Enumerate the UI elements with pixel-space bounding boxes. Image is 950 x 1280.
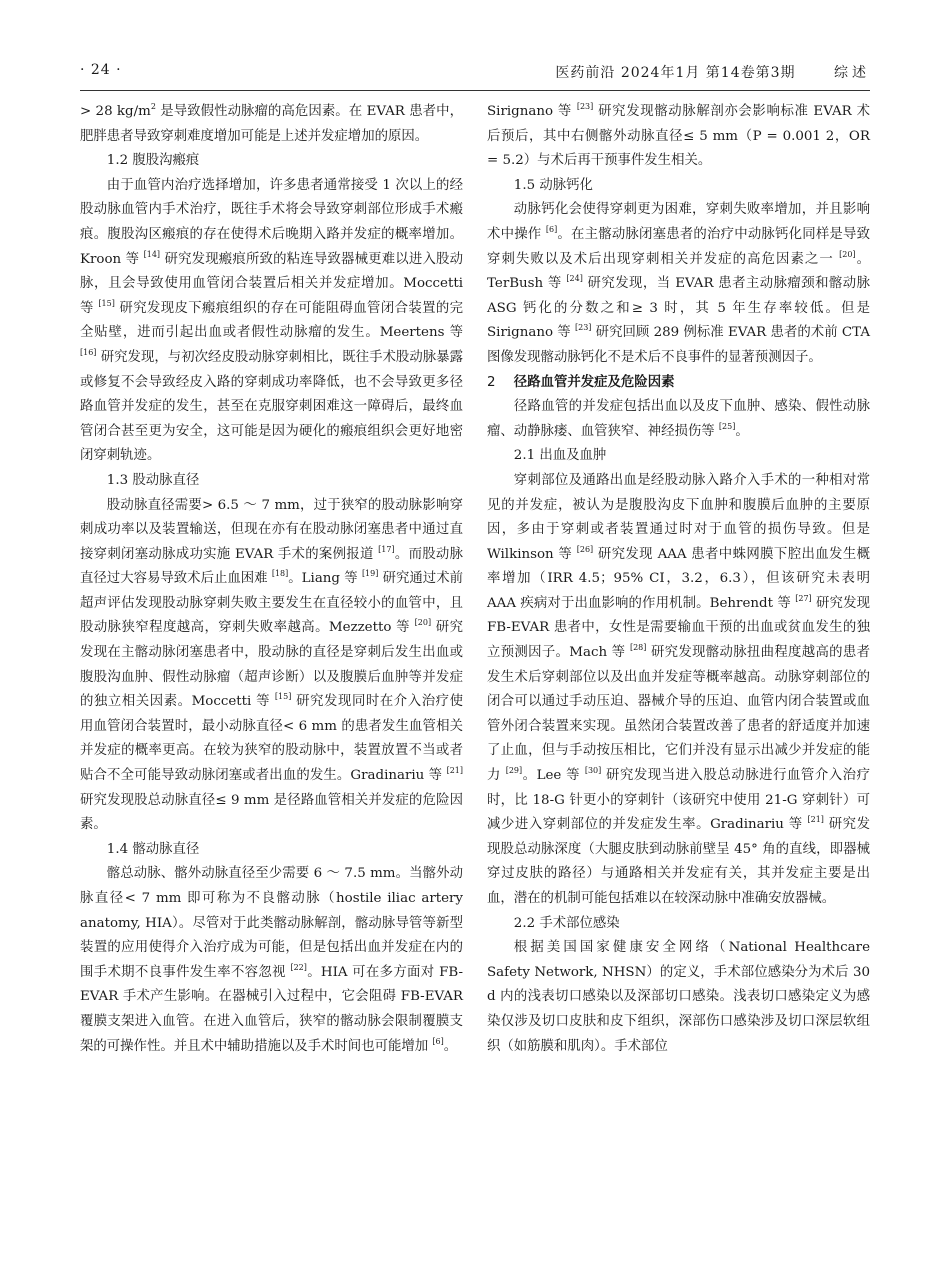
citation-ref: [24] (566, 274, 583, 284)
paragraph: 髂总动脉、髂外动脉直径至少需要 6 ～ 7.5 mm。当髂外动脉直径< 7 mm 即可称为不良髂动脉（hostile iliac artery anatomy, HIA）。尽管对于此类髂动脉解剖，髂动脉导管等新型装置的应用使得介入治疗成为可能，但是包括出血并发症在内的围手术期不良事件发生率不容忽视 [22]。HIA 可在多方面对 FB-EVAR 手术产生影响。在器械引入过程中，它会阻碍 FB-EVAR 覆膜支架进入血管。在进入血管后，狭窄的髂动脉会限制覆膜支架的可操作性。并且术中辅助措施以及手术时间也可能增加 [6]。 (80, 866, 463, 1054)
citation-ref: [26] (576, 544, 594, 554)
page-number: · 24 · (80, 62, 122, 78)
citation-ref: [20] (839, 249, 856, 259)
left-column (80, 100, 463, 1059)
subsection-heading: 2.2 手术部位感染 (513, 915, 620, 931)
citation-ref: [23] (574, 323, 592, 333)
section-label: 综述 (834, 65, 870, 81)
subsection-heading: 1.2 腹股沟瘢痕 (106, 153, 200, 169)
journal-info (555, 62, 870, 82)
citation-ref: [17] (378, 544, 395, 554)
journal-title: 医药前沿 2024年1月 第14卷第3期 (555, 65, 796, 81)
section-heading (487, 371, 870, 396)
header-rule (80, 90, 870, 91)
citation-ref: [6] (545, 224, 558, 234)
citation-ref: [22] (290, 962, 307, 972)
right-column (487, 100, 870, 1059)
citation-ref: [23] (576, 102, 594, 111)
paragraph: 径路血管的并发症包括出血以及皮下血肿、感染、假性动脉瘤、动静脉瘘、血管狭窄、神经损伤等 [25]。 (487, 399, 870, 439)
running-header (80, 62, 870, 86)
citation-ref: [16] (80, 347, 97, 357)
subsection-heading: 1.4 髂动脉直径 (106, 841, 200, 857)
citation-ref: [19] (361, 569, 379, 579)
paragraph: Sirignano 等 [23] 研究发现髂动脉解剖亦会影响标准 EVAR 术后预后，其中右侧髂外动脉直径≤ 5 mm（P = 0.001 2，OR = 5.2）与术后再干预事件发生相关。 (487, 102, 870, 169)
paragraph: 穿刺部位及通路出血是经股动脉入路介入手术的一种相对常见的并发症，被认为是腹股沟皮下血肿和腹膜后血肿的主要原因，多由于穿刺或者装置通过时对于血管的损伤导致。但是 Wilkinson 等 [26] 研究发现 AAA 患者中蛛网膜下腔出血发生概率增加（IRR 4.5；95% CI，3.2，6.3），但该研究未表明 AAA 疾病对于出血影响的作用机制。Behrendt 等 [27] 研究发现 FB-EVAR 患者中，女性是需要输血干预的出血或贫血发生的独立预测因子。Mach 等 [28] 研究发现髂动脉扭曲程度越高的患者发生术后穿刺部位以及出血并发症等概率越高。动脉穿刺部位的闭合可以通过手动压迫、器械介导的压迫、血管内闭合装置或血管外闭合装置来实现。虽然闭合装置改善了患者的舒适度并加速了止血，但与手动按压相比，它们并没有显示出减少并发症的能力 [29]。Lee 等 [30] 研究发现当进入股总动脉进行血管介入治疗时，比 18-G 针更小的穿刺针（该研究中使用 21-G 穿刺针）可减少进入穿刺部位的并发症发生率。Gradinariu 等 [21] 研究发现股总动脉深度（大腿皮肤到动脉前壁呈 45° 角的直线，即器械穿过皮肤的路径）与通路相关并发症有关，其并发症主要是出血，潜在的机制可能包括难以在较深动脉中准确安放器械。 (487, 472, 870, 906)
citation-ref: [6] (432, 1036, 444, 1046)
subsection-heading: 1.5 动脉钙化 (513, 177, 593, 193)
citation-ref: [21] (807, 815, 824, 825)
paragraph: 根据美国国家健康安全网络（National Healthcare Safety Network, NHSN）的定义，手术部位感染分为术后 30 d 内的浅表切口感染以及深部切口感染。浅表切口感染定义为感染仅涉及切口皮肤和皮下组织，深部伤口感染涉及切口深层软组织（如筋膜和肌肉）。手术部位 (487, 940, 870, 1054)
citation-ref: [15] (274, 692, 292, 702)
citation-ref: [14] (143, 249, 161, 259)
citation-ref: [15] (98, 298, 115, 308)
section-number: 2 (487, 374, 496, 390)
paragraph: 股动脉直径需要> 6.5 ～ 7 mm，过于狭窄的股动脉影响穿刺成功率以及装置输送，但现在亦有在股动脉闭塞患者中通过直接穿刺闭塞动脉成功实施 EVAR 手术的案例报道 [17]。而股动脉直径过大容易导致术后止血困难 [18]。Liang 等 [19] 研究通过术前超声评估发现股动脉穿刺失败主要发生在直径较小的血管中，且股动脉狭窄程度越高，穿刺失败率越高。Mezzetto 等 [20] 研究发现在主髂动脉闭塞患者中，股动脉的直径是穿刺后发生出血或腹股沟血肿、假性动脉瘤（超声诊断）以及腹膜后血肿等并发症的独立相关因素。Moccetti 等 [15] 研究发现同时在介入治疗使用血管闭合装置时，最小动脉直径< 6 mm 的患者发生血管相关并发症的概率更高。在较为狭窄的股动脉中，装置放置不当或者贴合不全可能导致动脉闭塞或者出血的发生。Gradinariu 等 [21] 研究发现股总动脉直径≤ 9 mm 是径路血管相关并发症的危险因素。 (80, 497, 463, 833)
citation-ref: [30] (584, 766, 602, 776)
subsection-heading: 2.1 出血及血肿 (513, 448, 607, 464)
citation-ref: [25] (718, 421, 736, 431)
subsection-heading: 1.3 股动脉直径 (106, 472, 200, 488)
citation-ref: [20] (414, 618, 432, 628)
section-title: 径路血管并发症及危险因素 (513, 374, 675, 390)
citation-ref: [29] (505, 766, 523, 776)
citation-ref: [27] (795, 593, 812, 603)
paragraph: 由于血管内治疗选择增加，许多患者通常接受 1 次以上的经股动脉血管内手术治疗，既往手术将会导致穿刺部位形成手术瘢痕。腹股沟区瘢痕的存在使得术后晚期入路并发症的概率增加。Kroon 等 [14] 研究发现瘢痕所致的粘连导致器械更难以进入股动脉，且会导致使用血管闭合装置后相关并发症增加。Moccetti 等 [15] 研究发现皮下瘢痕组织的存在可能阻碍血管闭合装置的完全贴壁，进而引起出血或者假性动脉瘤的发生。Meertens 等 [16] 研究发现，与初次经皮股动脉穿刺相比，既往手术股动脉暴露或修复不会导致经皮入路的穿刺成功率降低，也不会导致更多径路血管并发症的发生，甚至在克服穿刺困难这一障碍后，最终血管闭合甚至更为安全，这可能是因为硬化的瘢痕组织会更好地密闭穿刺轨迹。 (80, 177, 463, 464)
citation-ref: [28] (629, 643, 647, 653)
paragraph: 动脉钙化会使得穿刺更为困难，穿刺失败率增加，并且影响术中操作 [6]。在主髂动脉闭塞患者的治疗中动脉钙化同样是导致穿刺失败以及术后出现穿刺相关并发症的高危因素之一 [20]。TerBush 等 [24] 研究发现，当 EVAR 患者主动脉瘤颈和髂动脉 ASG 钙化的分数之和≥ 3 时，其 5 年生存率较低。但是 Sirignano 等 [23] 研究回顾 289 例标准 EVAR 患者的术前 CTA 图像发现髂动脉钙化不是术后不良事件的显著预测因子。 (487, 202, 871, 365)
paragraph: > 28 $kg/m^2$ 是导致假性动脉瘤的高危因素。在 EVAR 患者中，肥胖患者导致穿刺难度增加可能是上述并发症增加的原因。 (80, 102, 463, 144)
citation-ref: [18] (271, 569, 289, 579)
citation-ref: [21] (446, 766, 463, 776)
